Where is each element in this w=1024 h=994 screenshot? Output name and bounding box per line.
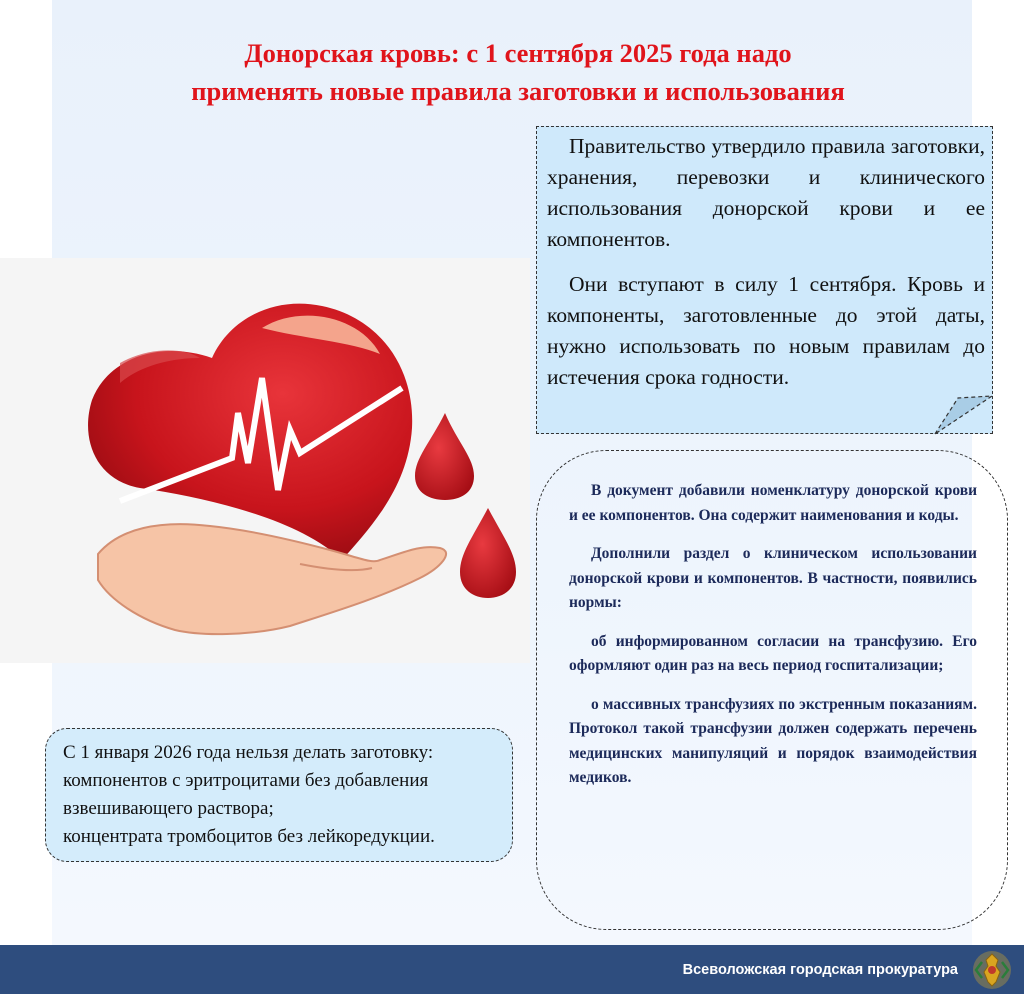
footer-bar xyxy=(0,945,1024,994)
hand-icon xyxy=(98,524,446,634)
details-paragraph-1: В документ добавили номенклатуру донорской крови и ее компонентов. Она содержит наименования и коды. xyxy=(569,482,977,524)
details-callout xyxy=(536,450,1008,930)
notice-line-3: взвешивающего раствора; xyxy=(63,798,274,819)
notice-line-1: С 1 января 2026 года нельзя делать заготовку: xyxy=(63,742,434,763)
details-paragraph-3: об информированном согласии на трансфузию. Его оформляют один раз на весь период госпитализации; xyxy=(569,632,977,674)
page-title xyxy=(60,34,976,110)
heart-in-hand-illustration xyxy=(0,258,530,663)
notice-line-4: концентрата тромбоцитов без лейкоредукции. xyxy=(63,826,435,847)
intro-callout xyxy=(536,126,993,434)
notice-callout xyxy=(45,728,513,862)
blood-drop-icon xyxy=(460,508,516,598)
details-paragraph-4: о массивных трансфузиях по экстренным показаниям. Протокол такой трансфузии должен содержать перечень медицинских манипуляций и порядок взаимодействия медиков. xyxy=(569,695,977,786)
notice-line-2: компонентов с эритроцитами без добавления xyxy=(63,770,429,791)
footer-org-name: Всеволожская городская прокуратура xyxy=(682,962,958,978)
title-line-1: Донорская кровь: с 1 сентября 2025 года надо xyxy=(244,38,792,68)
blood-drop-icon xyxy=(415,413,474,500)
intro-paragraph-2: Они вступают в силу 1 сентября. Кровь и компоненты, заготовленные до этой даты, нужно использовать по новым правилам до истечения срока годности. xyxy=(547,272,985,389)
intro-paragraph-1: Правительство утвердило правила заготовки, хранения, перевозки и клинического использования донорской крови и ее компонентов. xyxy=(547,134,985,251)
prosecutor-emblem-icon xyxy=(970,948,1014,992)
details-paragraph-2: Дополнили раздел о клиническом использовании донорской крови и компонентов. В частности, появились нормы: xyxy=(569,545,977,611)
title-line-2: применять новые правила заготовки и использования xyxy=(191,76,845,106)
speech-tail-icon xyxy=(930,392,1000,440)
